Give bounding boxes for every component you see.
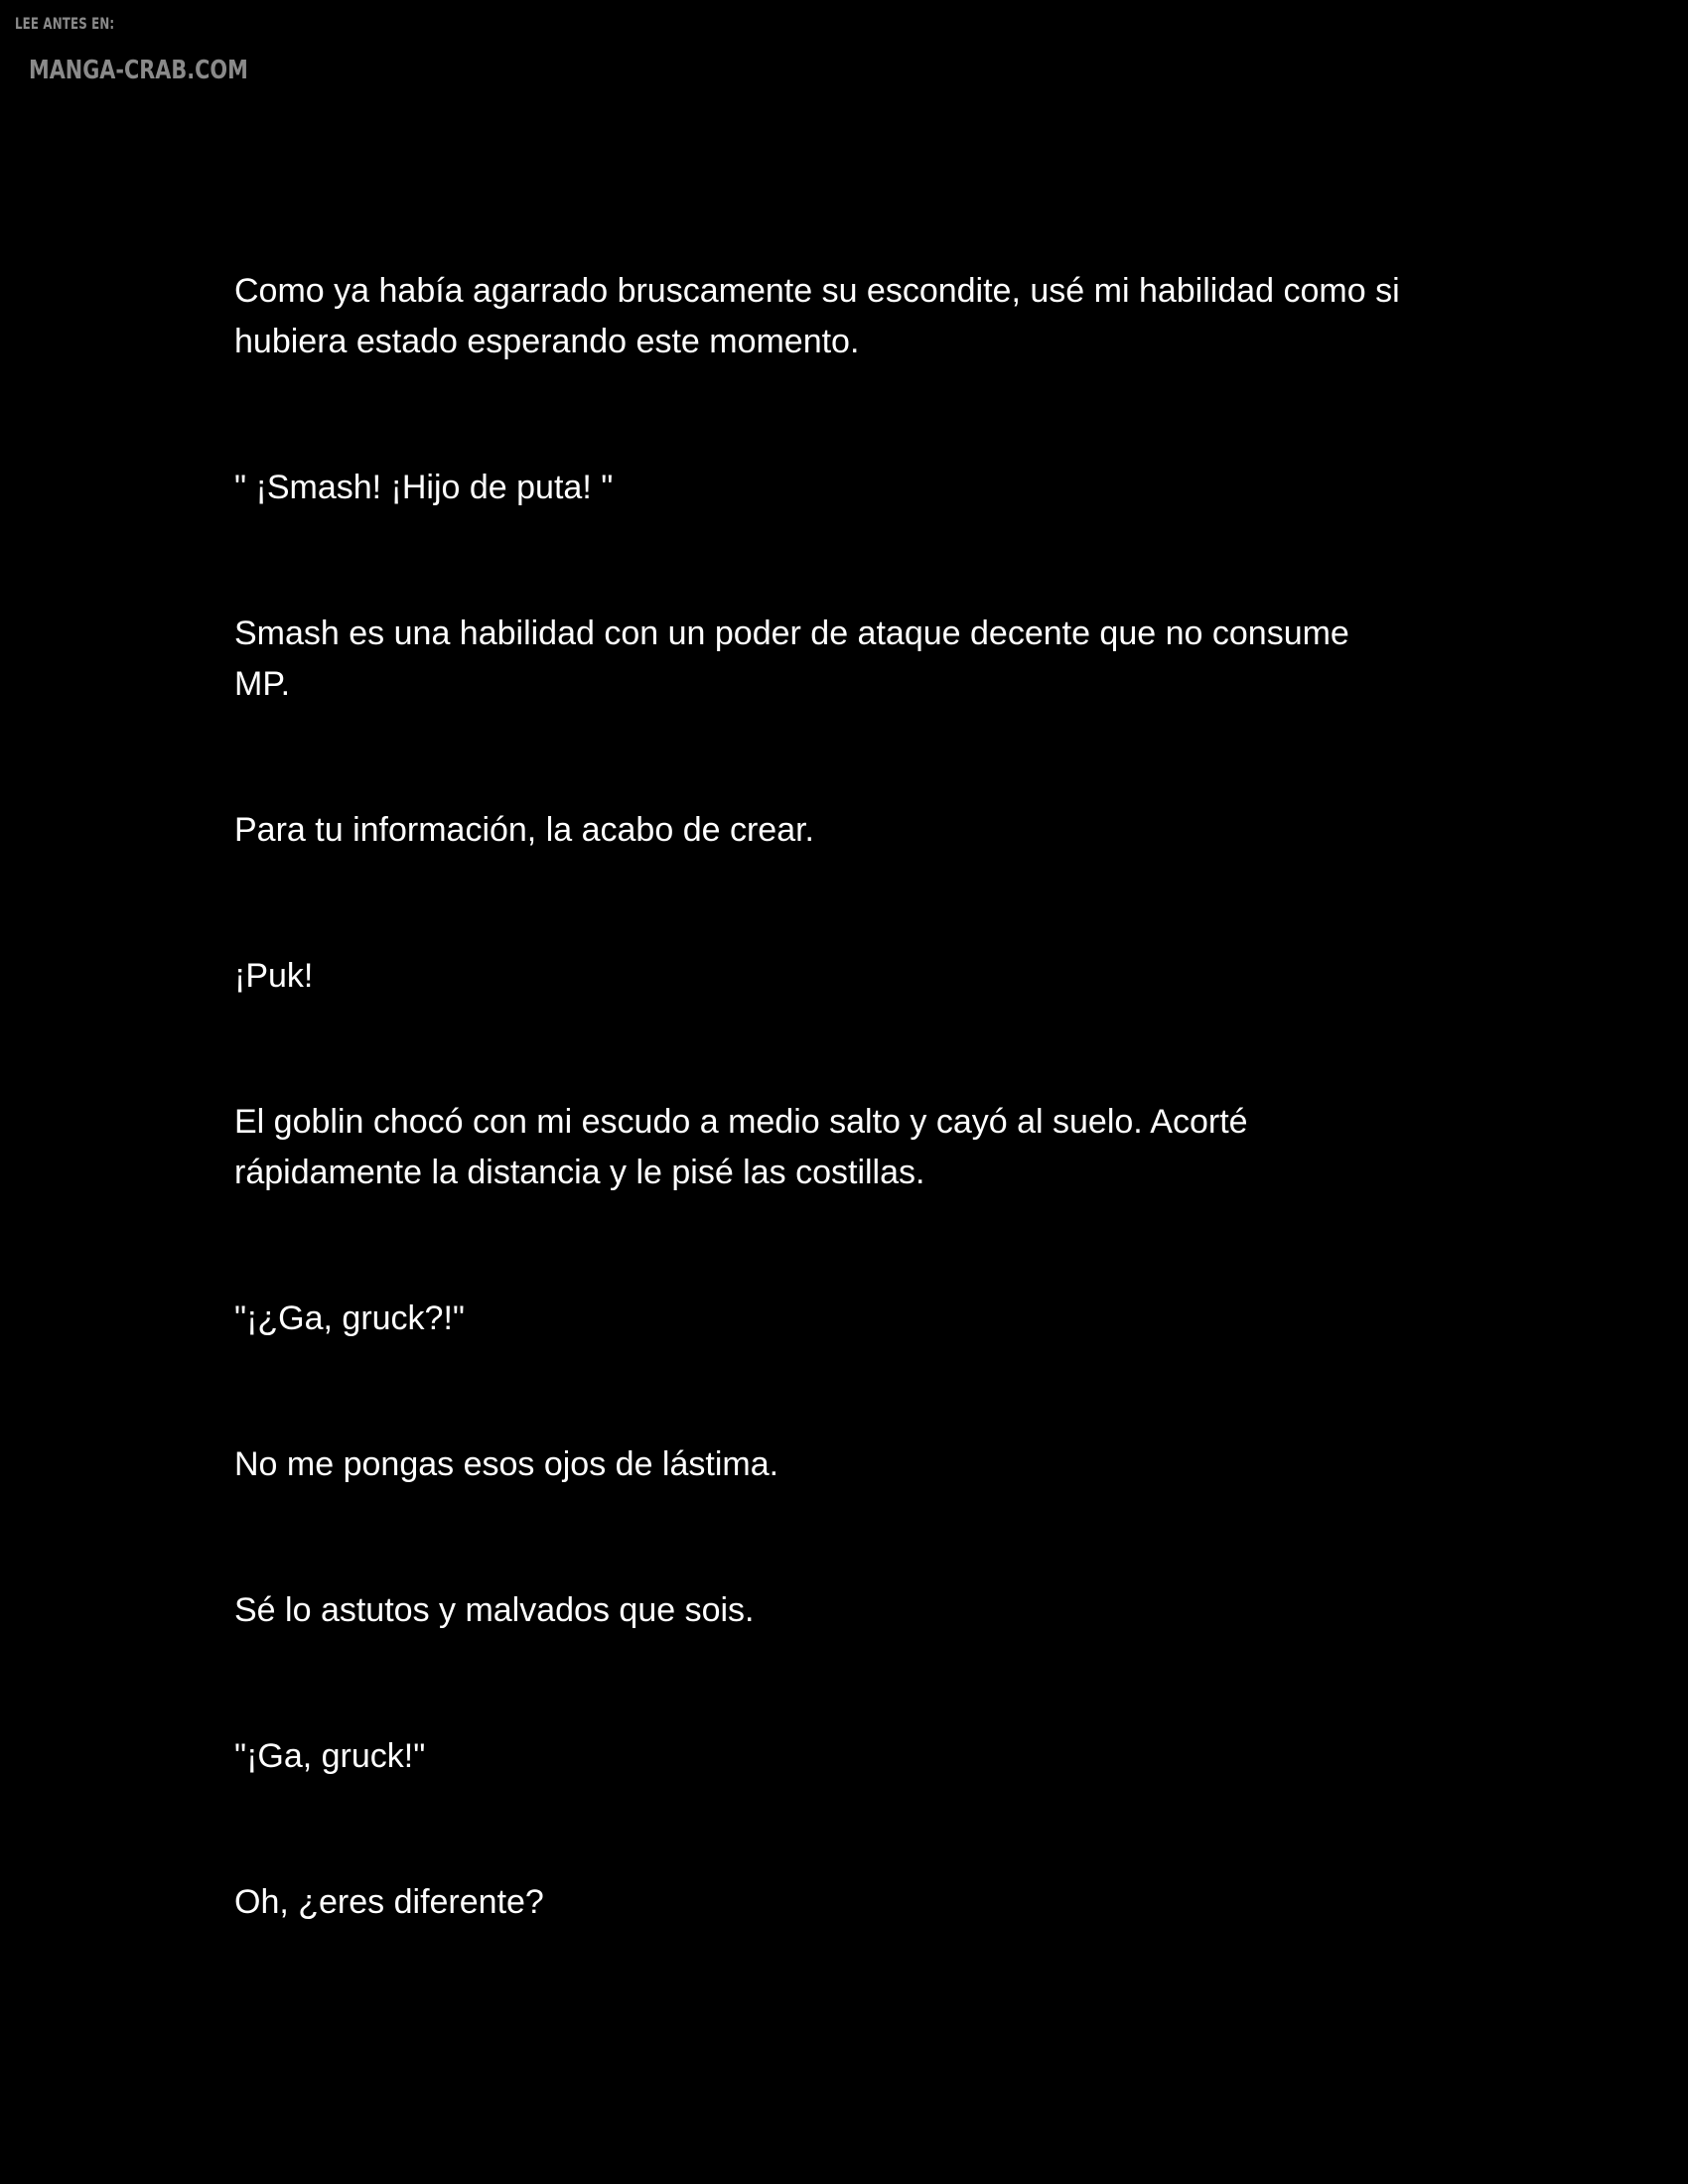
paragraph: "¡¿Ga, gruck?!"	[234, 1299, 465, 1337]
paragraph: " ¡Smash! ¡Hijo de puta! "	[234, 469, 614, 506]
paragraph: Como ya había agarrado bruscamente su escondite, usé mi habilidad como si hubiera estado esperando este momento.	[234, 272, 1400, 360]
paragraph: Smash es una habilidad con un poder de ataque decente que no consume MP.	[234, 614, 1349, 703]
paragraph: Para tu información, la acabo de crear.	[234, 811, 814, 849]
text-body	[234, 266, 1476, 2023]
watermark-label: LEE ANTES EN:	[15, 14, 115, 33]
watermark-site: MANGA-CRAB.COM	[29, 56, 248, 85]
paragraph: No me pongas esos ojos de lástima.	[234, 1445, 779, 1483]
paragraph: ¡Puk!	[234, 957, 314, 995]
paragraph: Sé lo astutos y malvados que sois.	[234, 1591, 755, 1629]
paragraph: El goblin chocó con mi escudo a medio salto y cayó al suelo. Acorté rápidamente la distancia y le pisé las costillas.	[234, 1103, 1248, 1191]
paragraph: "¡Ga, gruck!"	[234, 1737, 426, 1775]
paragraph: Oh, ¿eres diferente?	[234, 1883, 544, 1921]
